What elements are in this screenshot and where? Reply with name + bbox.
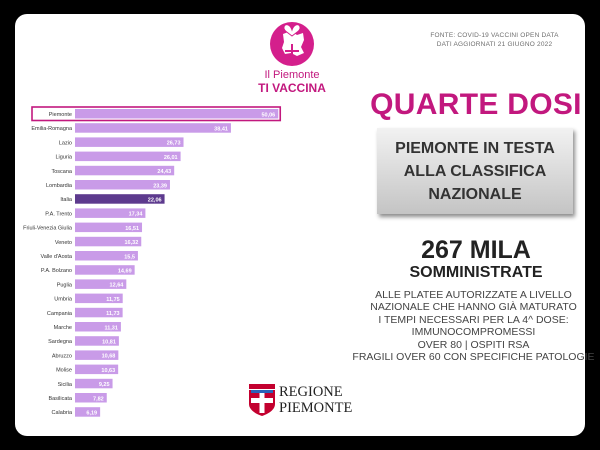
- category-label: Campania: [46, 310, 72, 317]
- value-label: 14,69: [117, 268, 132, 275]
- doses-count: 267 MILA: [421, 236, 531, 264]
- regione-name-line: REGIONE: [279, 384, 343, 400]
- value-label: 23,39: [153, 183, 167, 190]
- value-label: 9,25: [98, 382, 110, 389]
- bar: [75, 109, 278, 119]
- regione-name-line: PIEMONTE: [279, 400, 353, 416]
- category-label: Molise: [56, 367, 72, 374]
- category-label: Toscana: [51, 168, 72, 175]
- description-line: FRAGILI OVER 60 CON SPECIFICHE PATOLOGIE: [352, 351, 595, 364]
- category-label: Friuli-Venezia Giulia: [23, 225, 72, 232]
- logo-title: Il Piemonte: [264, 69, 320, 81]
- value-label: 24,43: [157, 169, 172, 176]
- category-label: Veneto: [54, 239, 72, 246]
- subheadline-line: NAZIONALE: [428, 185, 522, 203]
- update-date: DATI AGGIORNATI 21 GIUGNO 2022: [436, 41, 553, 48]
- category-label: Sicilia: [57, 381, 72, 388]
- value-label: 50,06: [261, 112, 276, 119]
- value-label: 26,73: [166, 140, 181, 147]
- category-label: Puglia: [56, 282, 72, 289]
- description-line: NAZIONALE CHE HANNO GIÀ MATURATO: [370, 301, 577, 314]
- logo-subtitle: TI VACCINA: [258, 81, 326, 95]
- value-label: 16,51: [125, 225, 140, 232]
- value-label: 12,64: [109, 282, 124, 289]
- subheadline-line: ALLA CLASSIFICA: [403, 162, 547, 180]
- value-label: 22,06: [147, 197, 162, 204]
- category-label: Emilia-Romagna: [31, 126, 72, 133]
- category-label: Lombardia: [46, 183, 72, 189]
- description-line: I TEMPI NECESSARI PER LA 4^ DOSE:: [378, 313, 569, 326]
- category-label: Basilicata: [48, 396, 72, 402]
- headline: QUARTE DOSI: [370, 88, 582, 121]
- category-label: Marche: [53, 325, 72, 331]
- source-line: FONTE: COVID-19 VACCINI OPEN DATA: [430, 32, 559, 39]
- value-label: 38,41: [214, 126, 228, 133]
- description-line: ALLE PLATEE AUTORIZZATE A LIVELLO: [375, 289, 572, 301]
- description-line: IMMUNOCOMPROMESSI: [411, 326, 536, 339]
- value-label: 6,19: [86, 410, 98, 417]
- eligibility-description: [346, 289, 600, 363]
- description-line: OVER 80 | OSPITI RSA: [417, 338, 530, 351]
- subheadline-box: [377, 128, 573, 214]
- category-label: P.A. Bolzano: [40, 268, 72, 275]
- category-label: Liguria: [55, 154, 72, 161]
- value-label: 11,75: [106, 296, 120, 303]
- value-label: 16,32: [124, 240, 139, 247]
- regione-piemonte-logo: [247, 384, 357, 416]
- category-label: Umbria: [54, 296, 72, 303]
- category-label: Abruzzo: [51, 353, 72, 360]
- regione-shield-icon: [247, 384, 277, 416]
- value-label: 11,73: [106, 311, 120, 318]
- value-label: 10,68: [101, 353, 116, 360]
- category-label: Lazio: [58, 140, 72, 147]
- category-label: P.A. Trento: [45, 211, 72, 218]
- value-label: 10,63: [101, 367, 116, 374]
- value-label: 7,82: [93, 396, 104, 403]
- category-label: Piemonte: [48, 112, 72, 118]
- value-label: 15,5: [124, 254, 135, 261]
- category-label: Sardegna: [48, 339, 72, 346]
- doses-label: SOMMINISTRATE: [409, 264, 543, 281]
- value-label: 17,34: [128, 211, 143, 218]
- category-label: Valle d'Aosta: [40, 254, 72, 260]
- value-label: 11,31: [104, 325, 118, 332]
- subheadline-line: PIEMONTE IN TESTA: [395, 139, 555, 157]
- value-label: 26,01: [163, 154, 178, 161]
- bar: [75, 123, 231, 133]
- value-label: 10,81: [102, 339, 116, 346]
- category-label: Calabria: [51, 410, 72, 417]
- category-label: Italia: [60, 197, 72, 204]
